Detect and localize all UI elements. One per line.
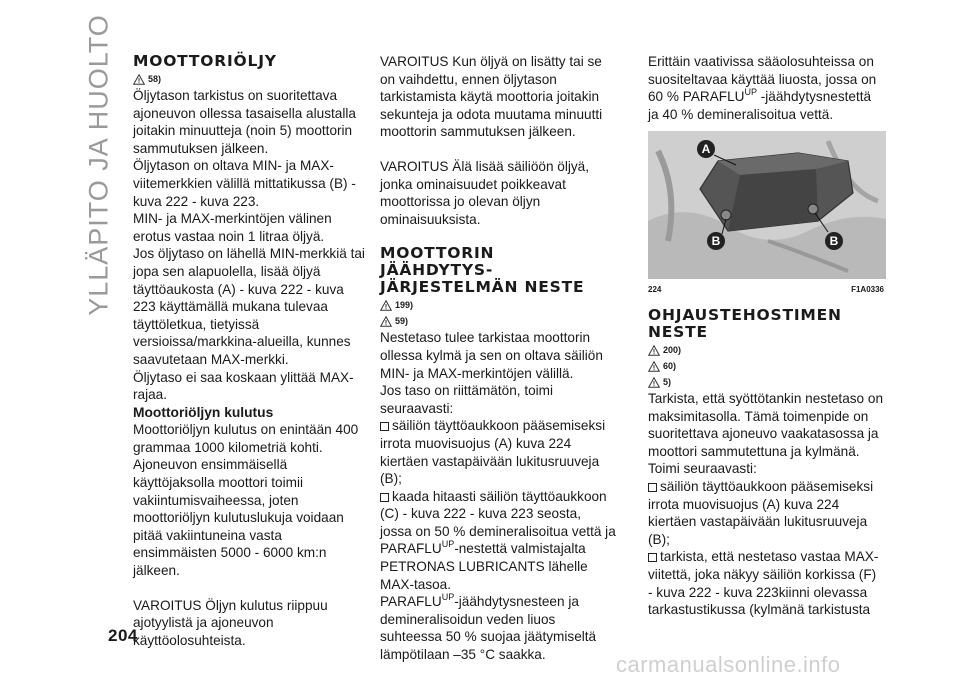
paragraph: MIN- ja MAX-merkintöjen välinen erotus vastaa noin 1 litraa öljyä. — [133, 211, 332, 244]
paragraph: Öljytaso ei saa koskaan ylittää MAX-rajaa. — [133, 369, 354, 403]
paragraph-warning: VAROITUS Kun öljyä on lisätty tai se on vaihdettu, ennen öljytason tarkistamista käytä moottoria joitakin sekunteja ja odota muutama minuutti moottorin sammutuksen jälkeen. — [380, 54, 603, 140]
figure-callout-a: A — [701, 142, 711, 157]
subheading-oil-consumption: Moottoriöljyn kulutus — [133, 404, 274, 420]
paragraph: Nestetaso tulee tarkistaa moottorin ollessa kylmä ja sen on oltava säiliön MIN- ja MAX-merkintöjen välillä. — [380, 330, 603, 381]
engine-bay-illustration — [648, 131, 886, 279]
warning-ref — [648, 359, 884, 374]
figure-callout-b: B — [711, 234, 721, 249]
paragraph-warning: VAROITUS Öljyn kulutus riippuu ajotyylistä ja ajoneuvon käyttöolosuhteista. — [133, 597, 328, 648]
bullet-box-icon — [648, 483, 657, 492]
heading-line: MOOTTORIN — [380, 244, 495, 263]
warning-ref-number: 60) — [663, 360, 677, 371]
bullet-box-icon — [648, 553, 657, 562]
warning-triangle-icon — [648, 345, 660, 356]
heading-cooling-fluid — [380, 245, 616, 296]
bullet-box-icon — [380, 493, 389, 502]
text: -jäähdytysnestettä ja 40 % demineralisoitua vettä. — [648, 89, 872, 122]
column-1 — [133, 53, 369, 649]
superscript: UP — [441, 539, 455, 550]
warning-ref-number: 58) — [148, 73, 162, 84]
bullet-text: -nestettä valmistajalta PETRONAS LUBRICANTS lähelle MAX-tasoa. — [380, 541, 588, 592]
paragraph: Toimi seuraavasti: — [648, 461, 757, 477]
text: PARAFLU — [380, 594, 442, 610]
warning-ref — [133, 72, 369, 87]
warning-triangle-icon — [133, 74, 145, 85]
paragraph: Jos öljytaso on lähellä MIN-merkkiä tai jopa sen alapuolella, lisää öljyä täyttöaukosta (A) - kuva 222 - kuva 223 käyttämällä mukana tulevaa täyttöletkua, tietyissä versioissa/markkina-alueilla, kunnes saavutetaan MAX-merkki. — [133, 246, 365, 367]
warning-ref — [380, 298, 616, 313]
text: Erittäin vaativissa sääolosuhteissa on suositeltavaa käyttää liuosta, jossa on 60 % PARAFLU — [648, 54, 877, 105]
paragraph: Öljytason on oltava MIN- ja MAX-viitemerkkien välillä mittatikussa (B) - kuva 222 - kuva 223. — [133, 158, 356, 209]
heading-power-steering-fluid — [648, 307, 884, 341]
page-number: 204 — [108, 626, 138, 645]
paragraph: Öljytason tarkistus on suoritettava ajoneuvon ollessa tasaisella alustalla joitakin minuutteja (noin 5) moottorin sammutuksen jälkeen. — [133, 88, 356, 156]
warning-ref-number: 199) — [395, 300, 414, 311]
figure-caption — [648, 281, 884, 299]
warning-ref-number: 59) — [395, 316, 409, 327]
warning-triangle-icon — [648, 361, 660, 372]
figure-number: 224 — [648, 285, 662, 295]
paragraph: Moottoriöljyn kulutus on enintään 400 grammaa 1000 kilometriä kohti. — [133, 422, 359, 455]
heading-line: JÄÄHDYTYS- — [380, 261, 494, 280]
paragraph-warning: VAROITUS Älä lisää säiliöön öljyä, jonka ominaisuudet poikkeavat moottorissa jo olevan öljyn ominaisuuksista. — [380, 158, 590, 227]
warning-ref — [380, 314, 616, 329]
section-side-title — [82, 14, 116, 316]
paragraph: Tarkista, että syöttötankin nestetaso on maksimitasolla. Tämä toimenpide on suoritettava ajoneuvo vaakatasossa ja moottori sammutettuna ja kylmänä. — [648, 390, 884, 459]
bullet-box-icon — [380, 422, 389, 431]
warning-triangle-icon — [380, 300, 392, 311]
heading-line: NESTE — [648, 322, 708, 341]
heading-line: OHJAUSTEHOSTIMEN — [648, 305, 842, 324]
paragraph: Jos taso on riittämätön, toimi seuraavasti: — [380, 383, 554, 416]
bullet-item — [380, 417, 616, 487]
column-3 — [648, 53, 884, 619]
watermark: carmanualsonline.info — [616, 652, 841, 677]
heading-engine-oil: MOOTTORIÖLJY — [133, 52, 277, 70]
column-2 — [380, 53, 616, 664]
figure-engine-cover — [648, 131, 886, 279]
warning-ref — [648, 343, 884, 358]
warning-ref — [648, 375, 884, 390]
bullet-text: säiliön täyttöaukkoon pääsemiseksi irrota muovisuojus (A) kuva 224 kiertäen vastapäivään lukitusruuveja (B); — [648, 478, 874, 547]
bullet-text: kaada hitaasti säiliön täyttöaukkoon (C) - kuva 222 - kuva 223 seosta, jossa on 50 % demineralisoitua vettä ja PARAFLU — [380, 488, 616, 557]
warning-ref-number: 5) — [663, 376, 672, 387]
bullet-text: tarkista, että nestetaso vastaa MAX-viitettä, joka näkyy säiliön korkissa (F) - kuva 222 - kuva 223kiinni olevassa tarkastustikussa (kylmänä tarkistusta — [648, 549, 879, 618]
warning-ref-number: 200) — [663, 344, 682, 355]
bullet-item — [648, 478, 884, 548]
figure-callout-b: B — [829, 234, 839, 249]
text: -jäähdytysnesteen ja demineralisoidun veden liuos suhteessa 50 % suojaa jäätymiseltä lämpötilaan –35 °C saakka. — [380, 594, 597, 663]
warning-triangle-icon — [380, 316, 392, 327]
paragraph: Ajoneuvon ensimmäisellä käyttöjaksolla moottori toimii vakiintumisvaiheessa, joten moottoriöljyn kulutuslukuja voidaan pitää vakiintuneina vasta ensimmäisten 5000 - 6000 km:n jälkeen. — [133, 457, 344, 579]
heading-line: JÄRJESTELMÄN NESTE — [380, 278, 585, 297]
superscript: UP — [744, 87, 757, 98]
bullet-item — [648, 548, 884, 618]
superscript: UP — [441, 592, 455, 603]
paragraph — [648, 53, 884, 123]
bullet-item — [380, 488, 616, 594]
figure-code: F1A0336 — [851, 285, 884, 295]
bullet-text: säiliön täyttöaukkoon pääsemiseksi irrota muovisuojus (A) kuva 224 kiertäen vastapäivään lukitusruuveja (B); — [380, 418, 606, 487]
section-side-title-text: YLLÄPITO JA HUOLTO — [83, 14, 114, 316]
paragraph — [380, 593, 616, 663]
warning-triangle-icon — [648, 377, 660, 388]
